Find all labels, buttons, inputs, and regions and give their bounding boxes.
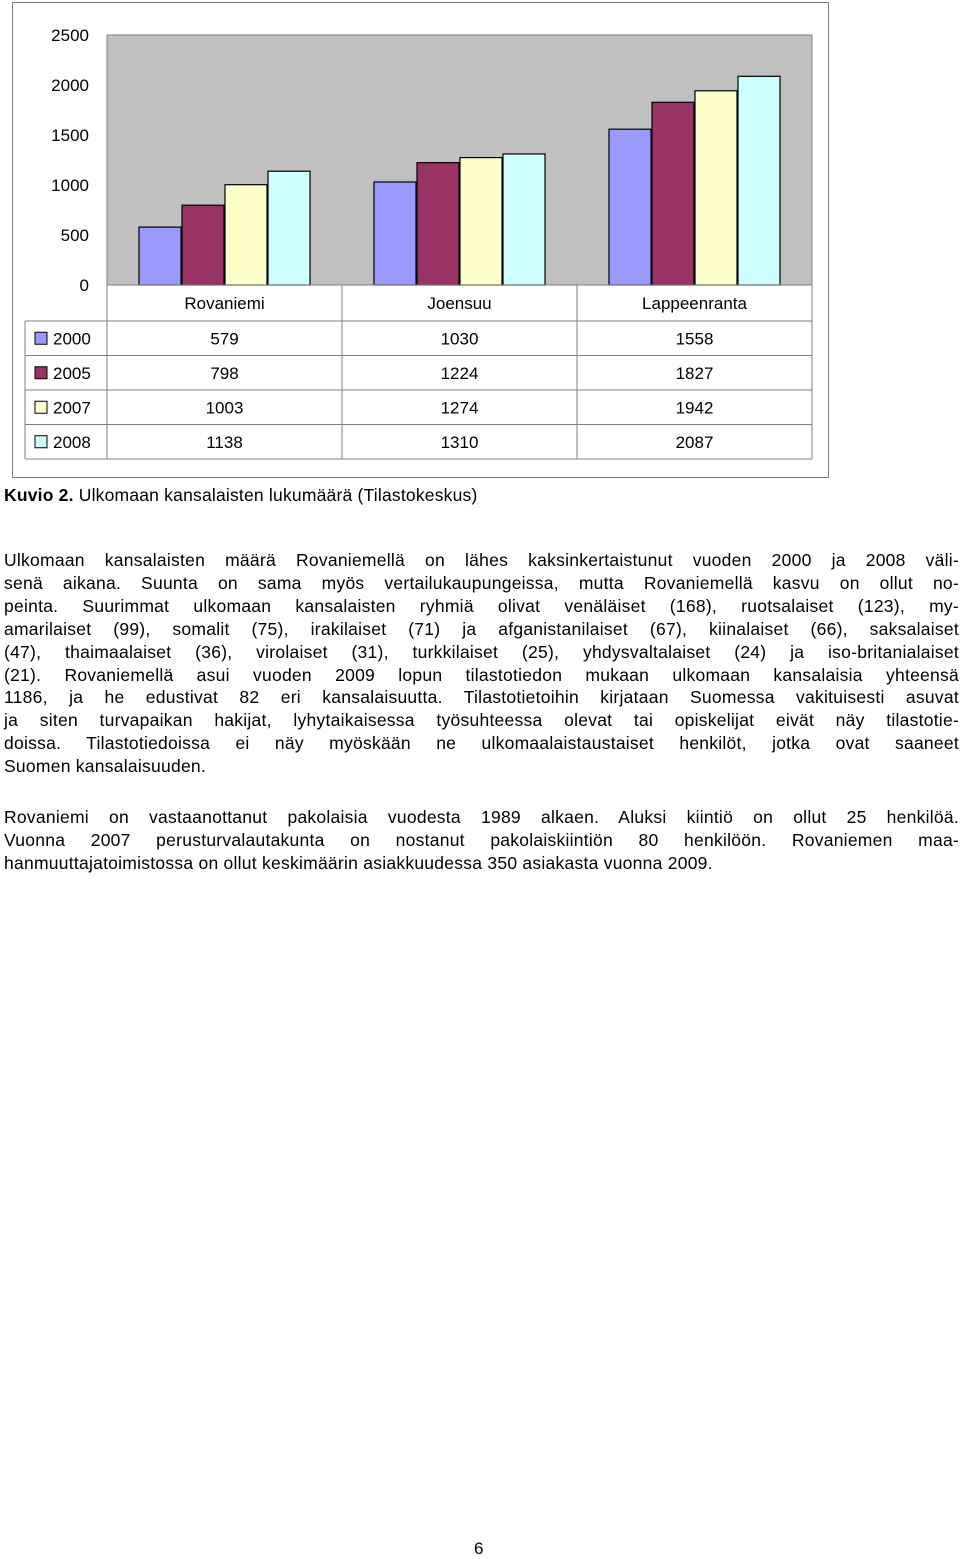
paragraph-line: Ulkomaan kansalaisten määrä Rovaniemellä on lähes kaksinkertaistunut vuoden 2000 ja 2008 väli- bbox=[4, 550, 959, 570]
paragraph-2 bbox=[4, 806, 959, 875]
chart-svg bbox=[13, 3, 828, 477]
caption-label: Kuvio 2. bbox=[4, 485, 74, 505]
legend-swatch bbox=[35, 332, 47, 344]
bar bbox=[225, 185, 267, 285]
legend-swatch bbox=[35, 401, 47, 413]
y-tick-label: 1500 bbox=[51, 126, 89, 145]
paragraph-line: peinta. Suurimmat ulkomaan kansalaisten ryhmiä olivat venäläiset (168), ruotsalaiset (123), my- bbox=[4, 595, 959, 616]
series-label: 2005 bbox=[53, 363, 91, 383]
paragraph-line: Suomen kansalaisuuden. bbox=[4, 756, 207, 777]
page-number: 6 bbox=[474, 1539, 484, 1558]
table-value: 798 bbox=[210, 363, 239, 383]
bar bbox=[268, 171, 310, 285]
table-value: 1030 bbox=[440, 329, 479, 349]
bar bbox=[417, 163, 459, 285]
legend-swatch bbox=[35, 367, 47, 379]
paragraph-line: 1186, ja he edustivat 82 eri kansalaisuutta. Tilastotietoihin kirjataan Suomessa vakituisesti asuvat bbox=[4, 687, 959, 708]
table-value: 1003 bbox=[205, 398, 244, 418]
paragraph-line: hanmuuttajatoimistossa on ollut keskimäärin asiakkuudessa 350 asiakasta vuonna 2009. bbox=[4, 852, 713, 873]
paragraph-line: (47), thaimaalaiset (36), virolaiset (31), turkkilaiset (25), yhdysvaltalaiset (24) ja iso-britanialaiset bbox=[4, 641, 959, 662]
table-value: 1224 bbox=[440, 363, 479, 383]
table-value: 1310 bbox=[440, 432, 479, 452]
y-tick-label: 1000 bbox=[51, 176, 89, 195]
table-value: 1942 bbox=[675, 398, 714, 418]
bar bbox=[182, 205, 224, 285]
y-tick-label: 2000 bbox=[51, 76, 89, 95]
series-label: 2008 bbox=[53, 432, 91, 452]
y-tick-label: 2500 bbox=[51, 26, 89, 45]
series-label: 2007 bbox=[53, 398, 91, 418]
category-label: Rovaniemi bbox=[184, 294, 265, 313]
bar-chart bbox=[12, 2, 829, 478]
paragraph-line: Rovaniemi on vastaanottanut pakolaisia vuodesta 1989 alkaen. Aluksi kiintiö on ollut 25 henkilöä. bbox=[4, 807, 959, 827]
legend-swatch bbox=[35, 436, 47, 448]
series-label: 2000 bbox=[53, 329, 91, 349]
paragraph-line: Vuonna 2007 perusturvalautakunta on nostanut pakolaiskiintiön 80 henkilöön. Rovaniemen maa- bbox=[4, 829, 959, 850]
bar bbox=[652, 102, 694, 285]
table-value: 579 bbox=[210, 329, 239, 349]
bar bbox=[503, 154, 545, 285]
table-value: 1138 bbox=[206, 432, 243, 452]
category-label: Lappeenranta bbox=[642, 294, 747, 313]
bar bbox=[139, 227, 181, 285]
bar bbox=[609, 129, 651, 285]
bar bbox=[738, 76, 780, 285]
category-label: Joensuu bbox=[427, 294, 492, 313]
caption-text: Ulkomaan kansalaisten lukumäärä (Tilastokeskus) bbox=[73, 485, 478, 505]
paragraph-line: senä aikana. Suunta on sama myös vertailukaupungeissa, mutta Rovaniemellä kasvu on ollut no- bbox=[4, 572, 959, 593]
table-value: 1558 bbox=[675, 329, 714, 349]
bar bbox=[695, 91, 737, 285]
paragraph-1 bbox=[4, 549, 959, 778]
bar bbox=[374, 182, 416, 285]
table-value: 1274 bbox=[440, 398, 479, 418]
paragraph-line: amarilaiset (99), somalit (75), irakilaiset (71) ja afganistanilaiset (67), kiinalaiset (66), saksalaiset bbox=[4, 618, 959, 639]
paragraph-line: (21). Rovaniemellä asui vuoden 2009 lopun tilastotiedon mukaan ulkomaan kansalaisia yhteensä bbox=[4, 664, 959, 685]
y-tick-label: 0 bbox=[79, 276, 89, 295]
table-value: 2087 bbox=[675, 432, 714, 452]
paragraph-line: doissa. Tilastotiedoissa ei näy myöskään ne ulkomaalaistaustaiset henkilöt, jotka ovat saaneet bbox=[4, 733, 959, 754]
table-value: 1827 bbox=[675, 363, 714, 383]
paragraph-line: ja siten turvapaikan hakijat, lyhytaikaisessa työsuhteessa olevat tai opiskelijat eivät näy tilastotie- bbox=[4, 710, 959, 731]
y-tick-label: 500 bbox=[60, 226, 89, 245]
figure-caption bbox=[4, 485, 478, 506]
bar bbox=[460, 158, 502, 285]
